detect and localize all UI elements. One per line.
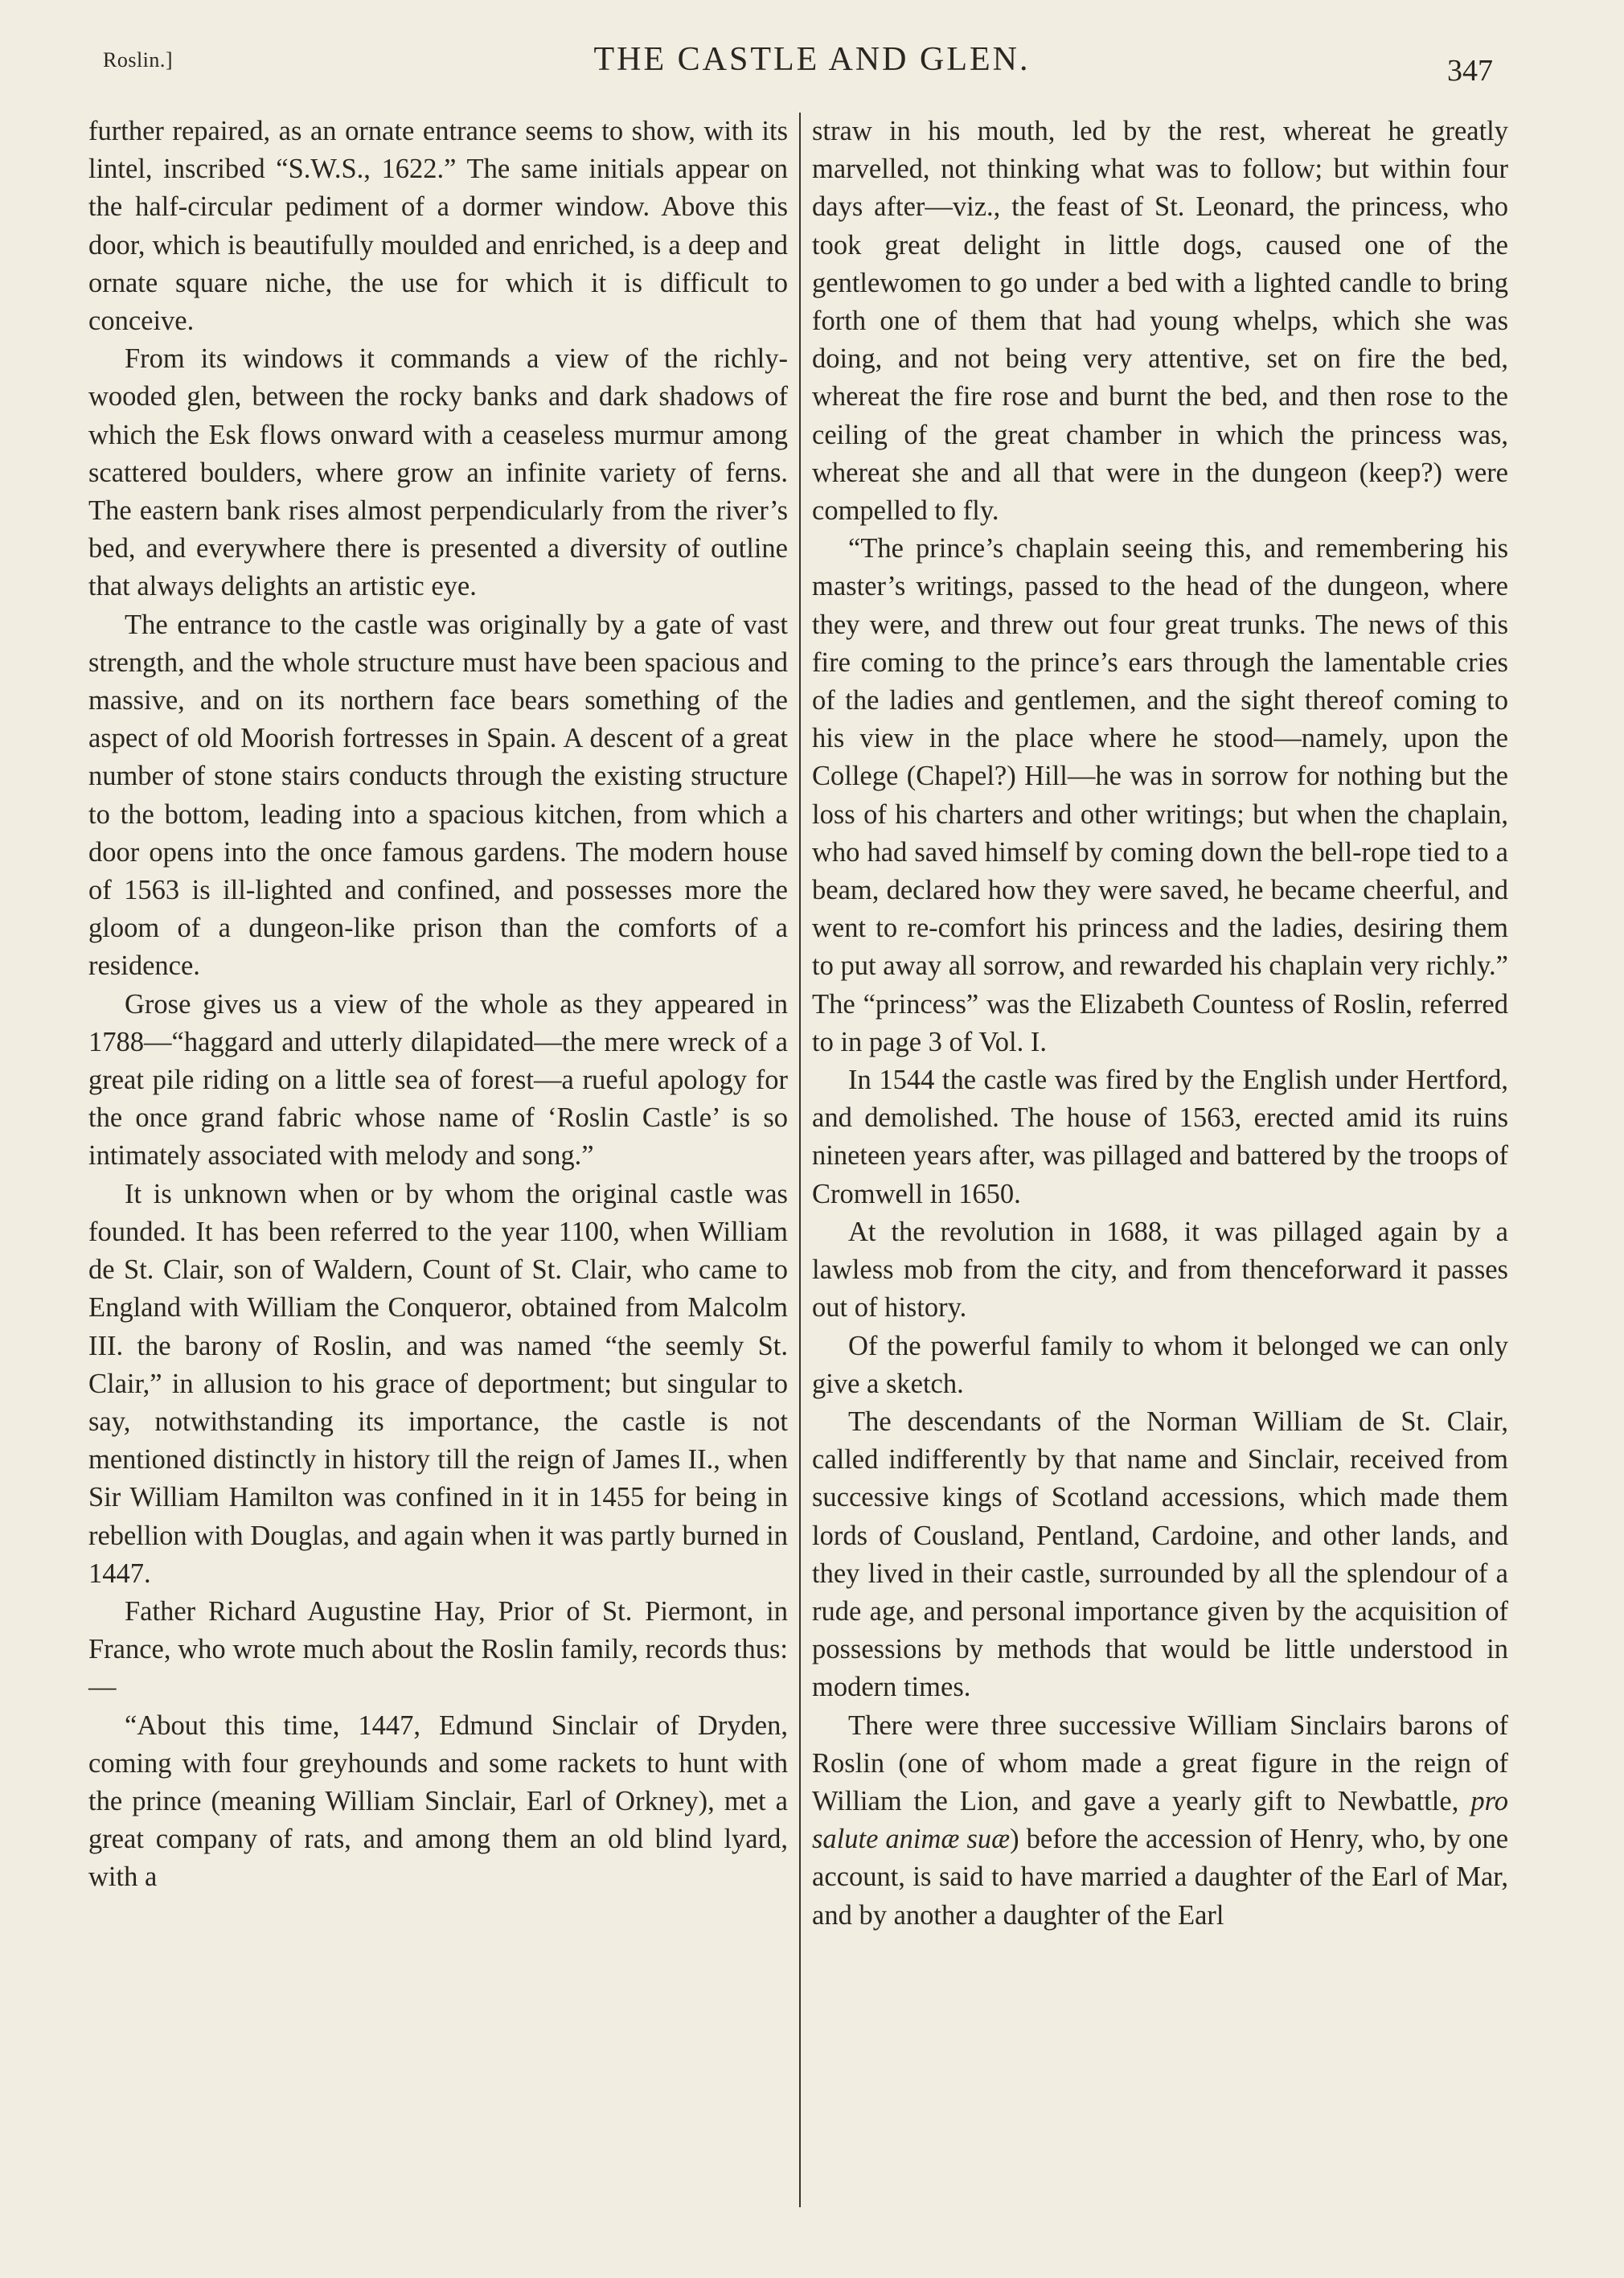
paragraph: straw in his mouth, led by the rest, whereat he greatly marvelled, not thinking what was to follow; but within four days after—viz., the feast of St. Leonard, the princess, who took great delight in little dogs, caused one of the gentlewomen to go under a bed with a lighted candle to bring forth one of them that had young whelps, which she was doing, and not being very attentive, set on fire the bed, whereat the fire rose and burnt the bed, and then rose to the ceiling of the great chamber in which the princess was, whereat she and all that were in the dungeon (keep?) were compelled to fly.	[812, 116, 1508, 527]
paragraph: Of the powerful family to whom it belonged we can only give a sketch.	[812, 1330, 1508, 1399]
page-title: THE CASTLE AND GLEN.	[593, 41, 1031, 78]
paragraph: The entrance to the castle was originally by a gate of vast strength, and the whole structure must have been spacious and massive, and on its northern face bears something of the aspect of old Moorish fortresses in Spain. A descent of a great number of stone stairs conducts through the existing structure to the bottom, leading into a spacious kitchen, from which a door opens into the once famous gardens. The modern house of 1563 is ill-lighted and confined, and possesses more the gloom of a dungeon-like prison than the comforts of a residence.	[88, 609, 788, 982]
paragraph: From its windows it commands a view of the richly-wooded glen, between the rocky banks and dark shadows of which the Esk flows onward with a ceaseless murmur among scattered boulders, where grow an infinite variety of ferns. The eastern bank rises almost perpendicularly from the river’s bed, and everywhere there is presented a diversity of outline that always delights an artistic eye.	[88, 343, 788, 602]
paragraph: further repaired, as an ornate entrance seems to show, with its lintel, inscribed “S.W.S., 1622.” The same initials appear on the half-circular pediment of a dormer window. Above this door, which is beautifully moulded and enriched, is a deep and ornate square niche, the use for which it is difficult to conceive.	[88, 116, 788, 337]
left-column	[88, 113, 788, 1897]
column-divider	[799, 113, 801, 2207]
text-run: There were three successive William Sinclairs barons of Roslin (one of whom made a great figure in the reign of William the Lion, and gave a yearly gift to Newbattle,	[812, 1710, 1508, 1816]
paragraph: “About this time, 1447, Edmund Sinclair of Dryden, coming with four greyhounds and some rackets to hunt with the prince (meaning William Sinclair, Earl of Orkney), met a great company of rats, and among them an old blind lyard, with a	[88, 1710, 788, 1893]
paragraph: It is unknown when or by whom the original castle was founded. It has been referred to the year 1100, when William de St. Clair, son of Waldern, Count of St. Clair, who came to England with William the Conqueror, obtained from Malcolm III. the barony of Roslin, and was named “the seemly St. Clair,” in allusion to his grace of deportment; but singular to say, notwithstanding its importance, the castle is not mentioned distinctly in history till the reign of James II., when Sir William Hamilton was confined in it in 1455 for being in rebellion with Douglas, and again when it was partly burned in 1447.	[88, 1178, 788, 1589]
page-number: 347	[1447, 54, 1493, 88]
text-run: ) before the accession of Henry, who, by one account, is said to have married a daughter of the Earl of Mar, and by another a daughter of the Earl	[812, 1824, 1509, 1931]
running-head: Roslin.]	[103, 48, 174, 72]
paragraph: At the revolution in 1688, it was pillaged again by a lawless mob from the city, and from thenceforward it passes out of history.	[812, 1216, 1508, 1324]
latin-phrase: pro salute animæ suæ	[812, 1785, 1508, 1855]
paragraph: Father Richard Augustine Hay, Prior of St. Piermont, in France, who wrote much about the Roslin family, records thus: —	[88, 1595, 788, 1703]
paragraph: “The prince’s chaplain seeing this, and remembering his master’s writings, passed to the head of the dungeon, where they were, and threw out four great trunks. The news of this fire coming to the prince’s ears through the lamentable cries of the ladies and gentlemen, and the sight thereof coming to his view in the place where he stood—namely, upon the College (Chapel?) Hill—he was in sorrow for nothing but the loss of his charters and other writings; but when the chaplain, who had saved himself by coming down the bell-rope tied to a beam, declared how they were saved, he became cheerful, and went to re-comfort his princess and the ladies, desiring them to put away all sorrow, and rewarded his chaplain very richly.” The “princess” was the Elizabeth Countess of Roslin, referred to in page 3 of Vol. I.	[812, 533, 1508, 1057]
paragraph-with-latin	[812, 1707, 1508, 1935]
paragraph: The descendants of the Norman William de St. Clair, called indifferently by that name and Sinclair, received from successive kings of Scotland accessions, which made them lords of Cousland, Pentland, Cardoine, and other lands, and they lived in their castle, surrounded by all the splendour of a rude age, and personal importance given by the acquisition of possessions by methods that would be little understood in modern times.	[812, 1406, 1508, 1703]
paragraph: In 1544 the castle was fired by the English under Hertford, and demolished. The house of 1563, erected amid its ruins nineteen years after, was pillaged and battered by the troops of Cromwell in 1650.	[812, 1065, 1508, 1209]
paragraph: Grose gives us a view of the whole as they appeared in 1788—“haggard and utterly dilapidated—the mere wreck of a great pile riding on a little sea of forest—a rueful apology for the once grand fabric whose name of ‘Roslin Castle’ is so intimately associated with melody and song.”	[88, 988, 788, 1172]
right-column	[812, 113, 1508, 1935]
page-header	[0, 0, 1624, 96]
